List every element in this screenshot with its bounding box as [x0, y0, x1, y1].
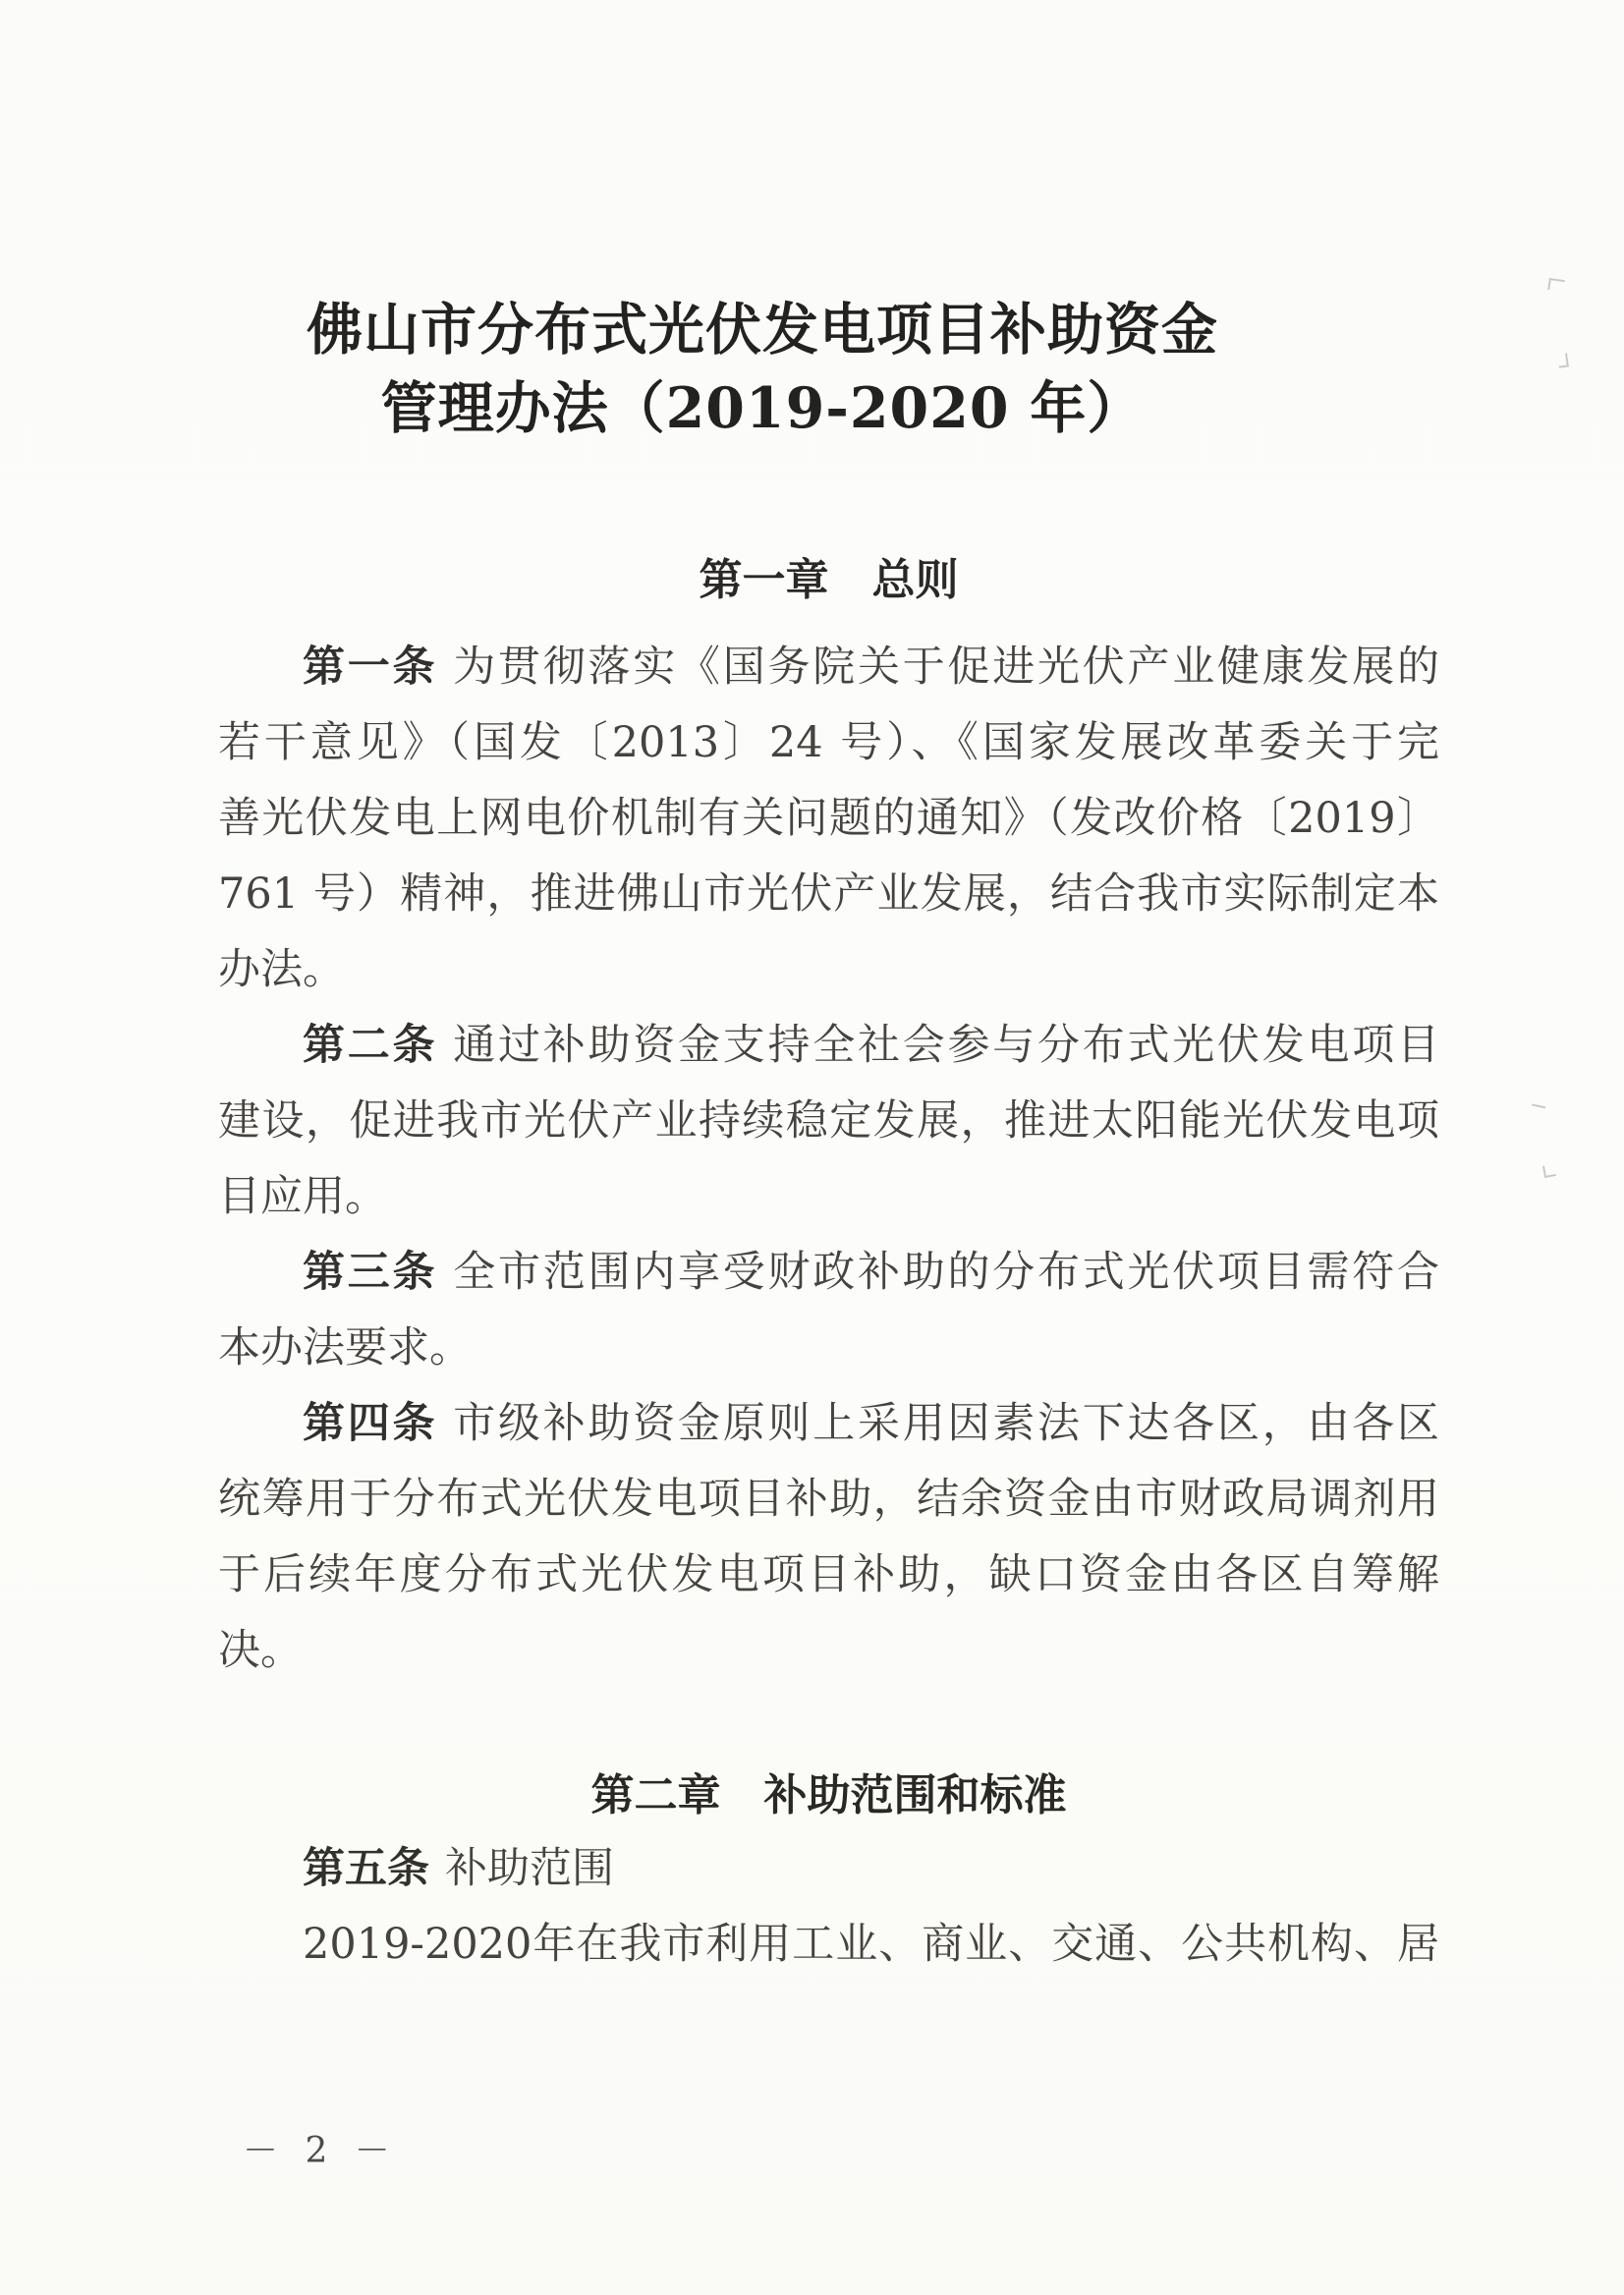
article-2-label: 第二条 [303, 1021, 438, 1070]
article-1-text-1: 为贯彻落实《国务院关于促进光伏产业健康发展的 [453, 643, 1439, 692]
article-5-line-1 [218, 1831, 1439, 1907]
article-1-line-2: 若干意见》（国发〔2013〕24 号）、《国家发展改革委关于完 [218, 718, 1439, 767]
article-2-line-2: 建设，促进我市光伏产业持续稳定发展，推进太阳能光伏发电项 [218, 1096, 1439, 1146]
article-3-label: 第三条 [303, 1248, 438, 1297]
article-3-line-2: 本办法要求。 [218, 1323, 472, 1372]
scan-artifact [1532, 1096, 1547, 1109]
article-4-line-4: 决。 [218, 1626, 303, 1675]
article-4-label: 第四条 [303, 1399, 438, 1448]
article-2-line-3: 目应用。 [218, 1172, 387, 1221]
article-1-line-5: 办法。 [218, 945, 345, 994]
document-title-line-2: 管理办法（2019-2020 年） [380, 375, 1145, 441]
article-4-line-1 [218, 1386, 1439, 1462]
article-5-label: 第五条 [303, 1844, 429, 1893]
article-2-line-1 [218, 1008, 1439, 1084]
chapter-2-heading: 第二章 补助范围和标准 [590, 1770, 1067, 1820]
article-1-label: 第一条 [303, 643, 438, 692]
article-4-text-1: 市级补助资金原则上采用因素法下达各区，由各区 [453, 1399, 1439, 1448]
article-2-text-1: 通过补助资金支持全社会参与分布式光伏发电项目 [453, 1021, 1439, 1070]
article-1-line-4: 761 号）精神，推进佛山市光伏产业发展，结合我市实际制定本 [218, 869, 1439, 919]
scan-artifact [1547, 278, 1565, 292]
document-title [75, 291, 1450, 448]
scan-artifact [1557, 353, 1569, 367]
article-5-text-1: 补助范围 [445, 1844, 614, 1893]
article-4-line-2: 统筹用于分布式光伏发电项目补助，结余资金由市财政局调剂用 [218, 1475, 1439, 1524]
document-title-line-1: 佛山市分布式光伏发电项目补助资金 [307, 297, 1218, 363]
chapter-1-body [218, 630, 1439, 1689]
article-1-line-1 [218, 630, 1439, 705]
article-1-line-3: 善光伏发电上网电价机制有关问题的通知》（发改价格〔2019〕 [218, 794, 1439, 843]
article-4-line-3: 于后续年度分布式光伏发电项目补助，缺口资金由各区自筹解 [218, 1550, 1439, 1599]
chapter-2-body [218, 1831, 1439, 1983]
scan-artifact [1542, 1164, 1556, 1178]
article-3-text-1: 全市范围内享受财政补助的分布式光伏项目需符合 [453, 1248, 1439, 1297]
article-3-line-1 [218, 1235, 1439, 1311]
chapter-1-heading: 第一章 总则 [699, 555, 959, 605]
article-5-line-2: 2019-2020年在我市利用工业、商业、交通、公共机构、居 [303, 1920, 1439, 1969]
page-number: － 2 － [243, 2131, 398, 2171]
